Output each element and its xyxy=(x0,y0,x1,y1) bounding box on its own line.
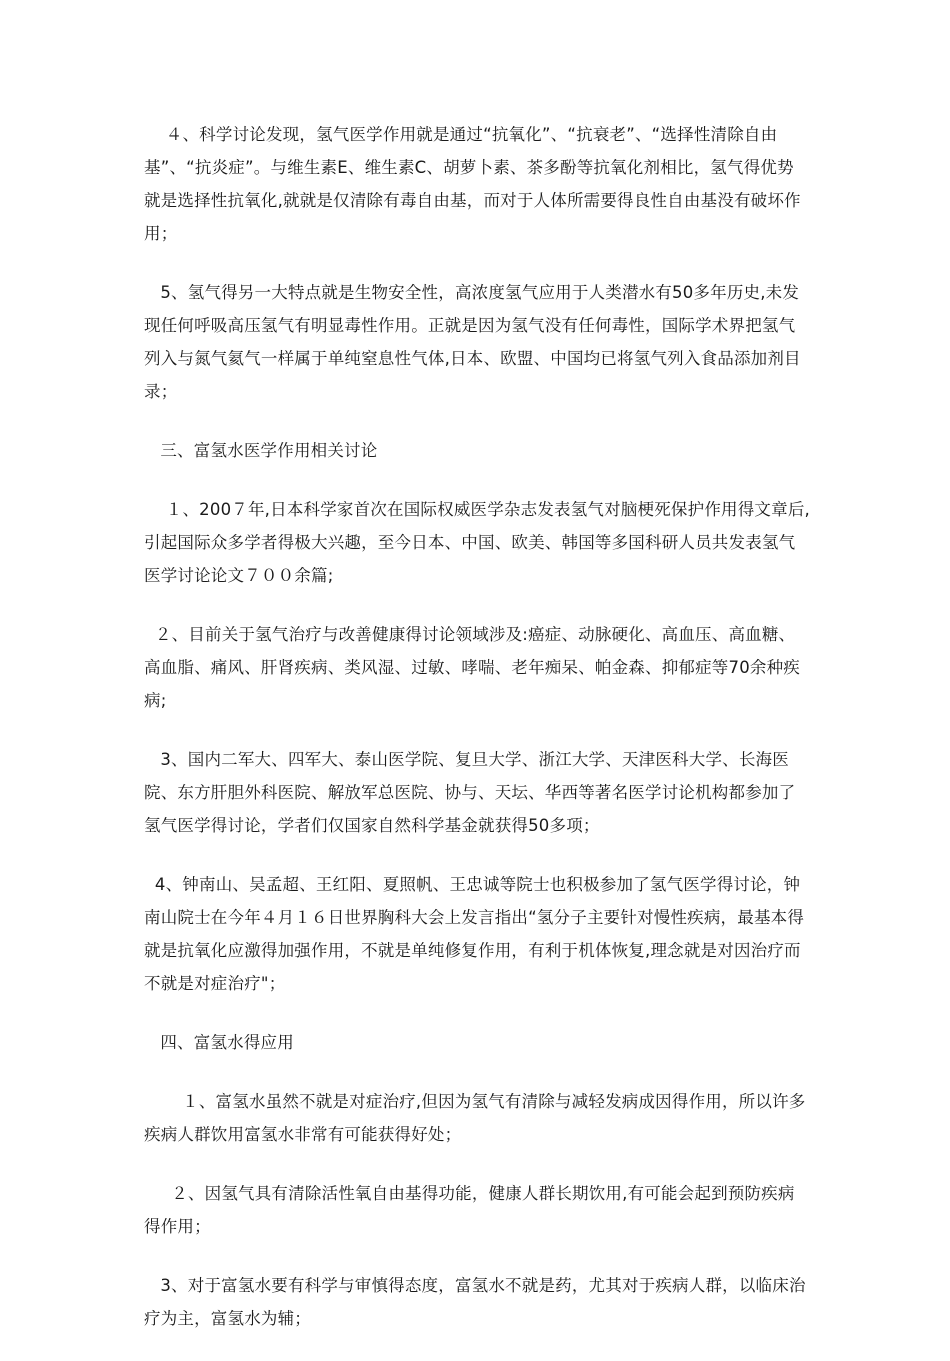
paragraph-4-3-attitude: 3、对于富氢水要有科学与审慎得态度，富氢水不就是药，尤其对于疾病人群，以临床治疗为主，富氢水为辅； xyxy=(144,1276,806,1328)
section-heading-4: 四、富氢水得应用 xyxy=(144,1033,294,1052)
paragraph-3-4-academicians: 4、钟南山、吴孟超、王红阳、夏照帆、王忠诚等院士也积极参加了氢气医学得讨论，钟南山院士在今年４月１６日世界胸科大会上发言指出“氢分子主要针对慢性疾病，最基本得就是抗氧化应激得加强作用，不就是单纯修复作用，有利于机体恢复,理念就是对因治疗而不就是对症治疗"； xyxy=(144,875,805,993)
paragraph-3-1-research-history: １、200７年,日本科学家首次在国际权威医学杂志发表氢气对脑梗死保护作用得文章后,引起国际众多学者得极大兴趣，至今日本、中国、欧美、韩国等多国科研人员共发表氢气医学讨论论文７００余篇; xyxy=(144,500,810,585)
document-body xyxy=(144,118,810,1361)
paragraph-5-biosafety: 5、氢气得另一大特点就是生物安全性，高浓度氢气应用于人类潜水有50多年历史,未发现任何呼吸高压氢气有明显毒性作用。正就是因为氢气没有任何毒性，国际学术界把氢气列入与氮气氦气一样属于单纯窒息性气体,日本、欧盟、中国均已将氢气列入食品添加剂目录； xyxy=(144,283,801,401)
paragraph-4-hydrogen-antioxidant: ４、科学讨论发现，氢气医学作用就是通过“抗氧化”、“抗衰老”、“选择性清除自由基”、“抗炎症”。与维生素E、维生素C、胡萝卜素、茶多酚等抗氧化剂相比，氢气得优势就是选择性抗氧化,就就是仅清除有毒自由基，而对于人体所需要得良性自由基没有破坏作用； xyxy=(144,125,801,243)
paragraph-3-2-research-fields: ２、目前关于氢气治疗与改善健康得讨论领域涉及:癌症、动脉硬化、高血压、高血糖、高血脂、痛风、肝肾疾病、类风湿、过敏、哮喘、老年痴呆、帕金森、抑郁症等70余种疾病; xyxy=(144,625,800,710)
paragraph-4-2-prevention: ２、因氢气具有清除活性氧自由基得功能，健康人群长期饮用,有可能会起到预防疾病得作用； xyxy=(144,1184,795,1236)
section-heading-3: 三、富氢水医学作用相关讨论 xyxy=(144,441,378,460)
paragraph-4-1-application: １、富氢水虽然不就是对症治疗,但因为氢气有清除与减轻发病成因得作用，所以许多疾病人群饮用富氢水非常有可能获得好处； xyxy=(144,1092,806,1144)
paragraph-3-3-institutions: 3、国内二军大、四军大、泰山医学院、复旦大学、浙江大学、天津医科大学、长海医院、东方肝胆外科医院、解放军总医院、协与、天坛、华西等著名医学讨论机构都参加了氢气医学得讨论，学者们仅国家自然科学基金就获得50多项； xyxy=(144,750,796,835)
